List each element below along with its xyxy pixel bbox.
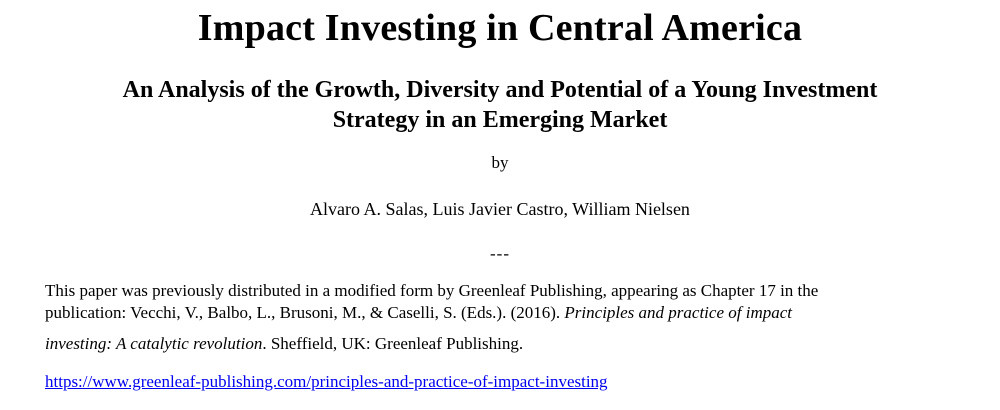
byline-label: by bbox=[491, 153, 509, 172]
paper-subtitle-line-1: An Analysis of the Growth, Diversity and Potential of a Young Investment bbox=[122, 77, 878, 103]
note-line-1: This paper was previously distributed in a modified form by Greenleaf Publishing, appearing as Chapter 17 in the bbox=[45, 281, 819, 300]
publisher-link[interactable]: https://www.greenleaf-publishing.com/principles-and-practice-of-impact-investing bbox=[45, 372, 608, 391]
paper-title: Impact Investing in Central America bbox=[197, 7, 803, 49]
note-line-2 bbox=[45, 302, 955, 324]
note-line-2-italic: Principles and practice of impact bbox=[564, 303, 792, 322]
note-line-3-italic: investing: A catalytic revolution bbox=[45, 334, 263, 353]
note-line-3 bbox=[45, 333, 955, 355]
paper-subtitle bbox=[45, 75, 955, 135]
distribution-note bbox=[45, 280, 955, 355]
separator-dashes: --- bbox=[490, 244, 510, 263]
authors-line: Alvaro A. Salas, Luis Javier Castro, William Nielsen bbox=[310, 199, 690, 219]
paper-subtitle-line-2: Strategy in an Emerging Market bbox=[332, 107, 668, 133]
note-line-2-regular: publication: Vecchi, V., Balbo, L., Brusoni, M., & Caselli, S. (Eds.). (2016). bbox=[45, 303, 565, 322]
note-line-3-regular: . Sheffield, UK: Greenleaf Publishing. bbox=[262, 334, 524, 353]
